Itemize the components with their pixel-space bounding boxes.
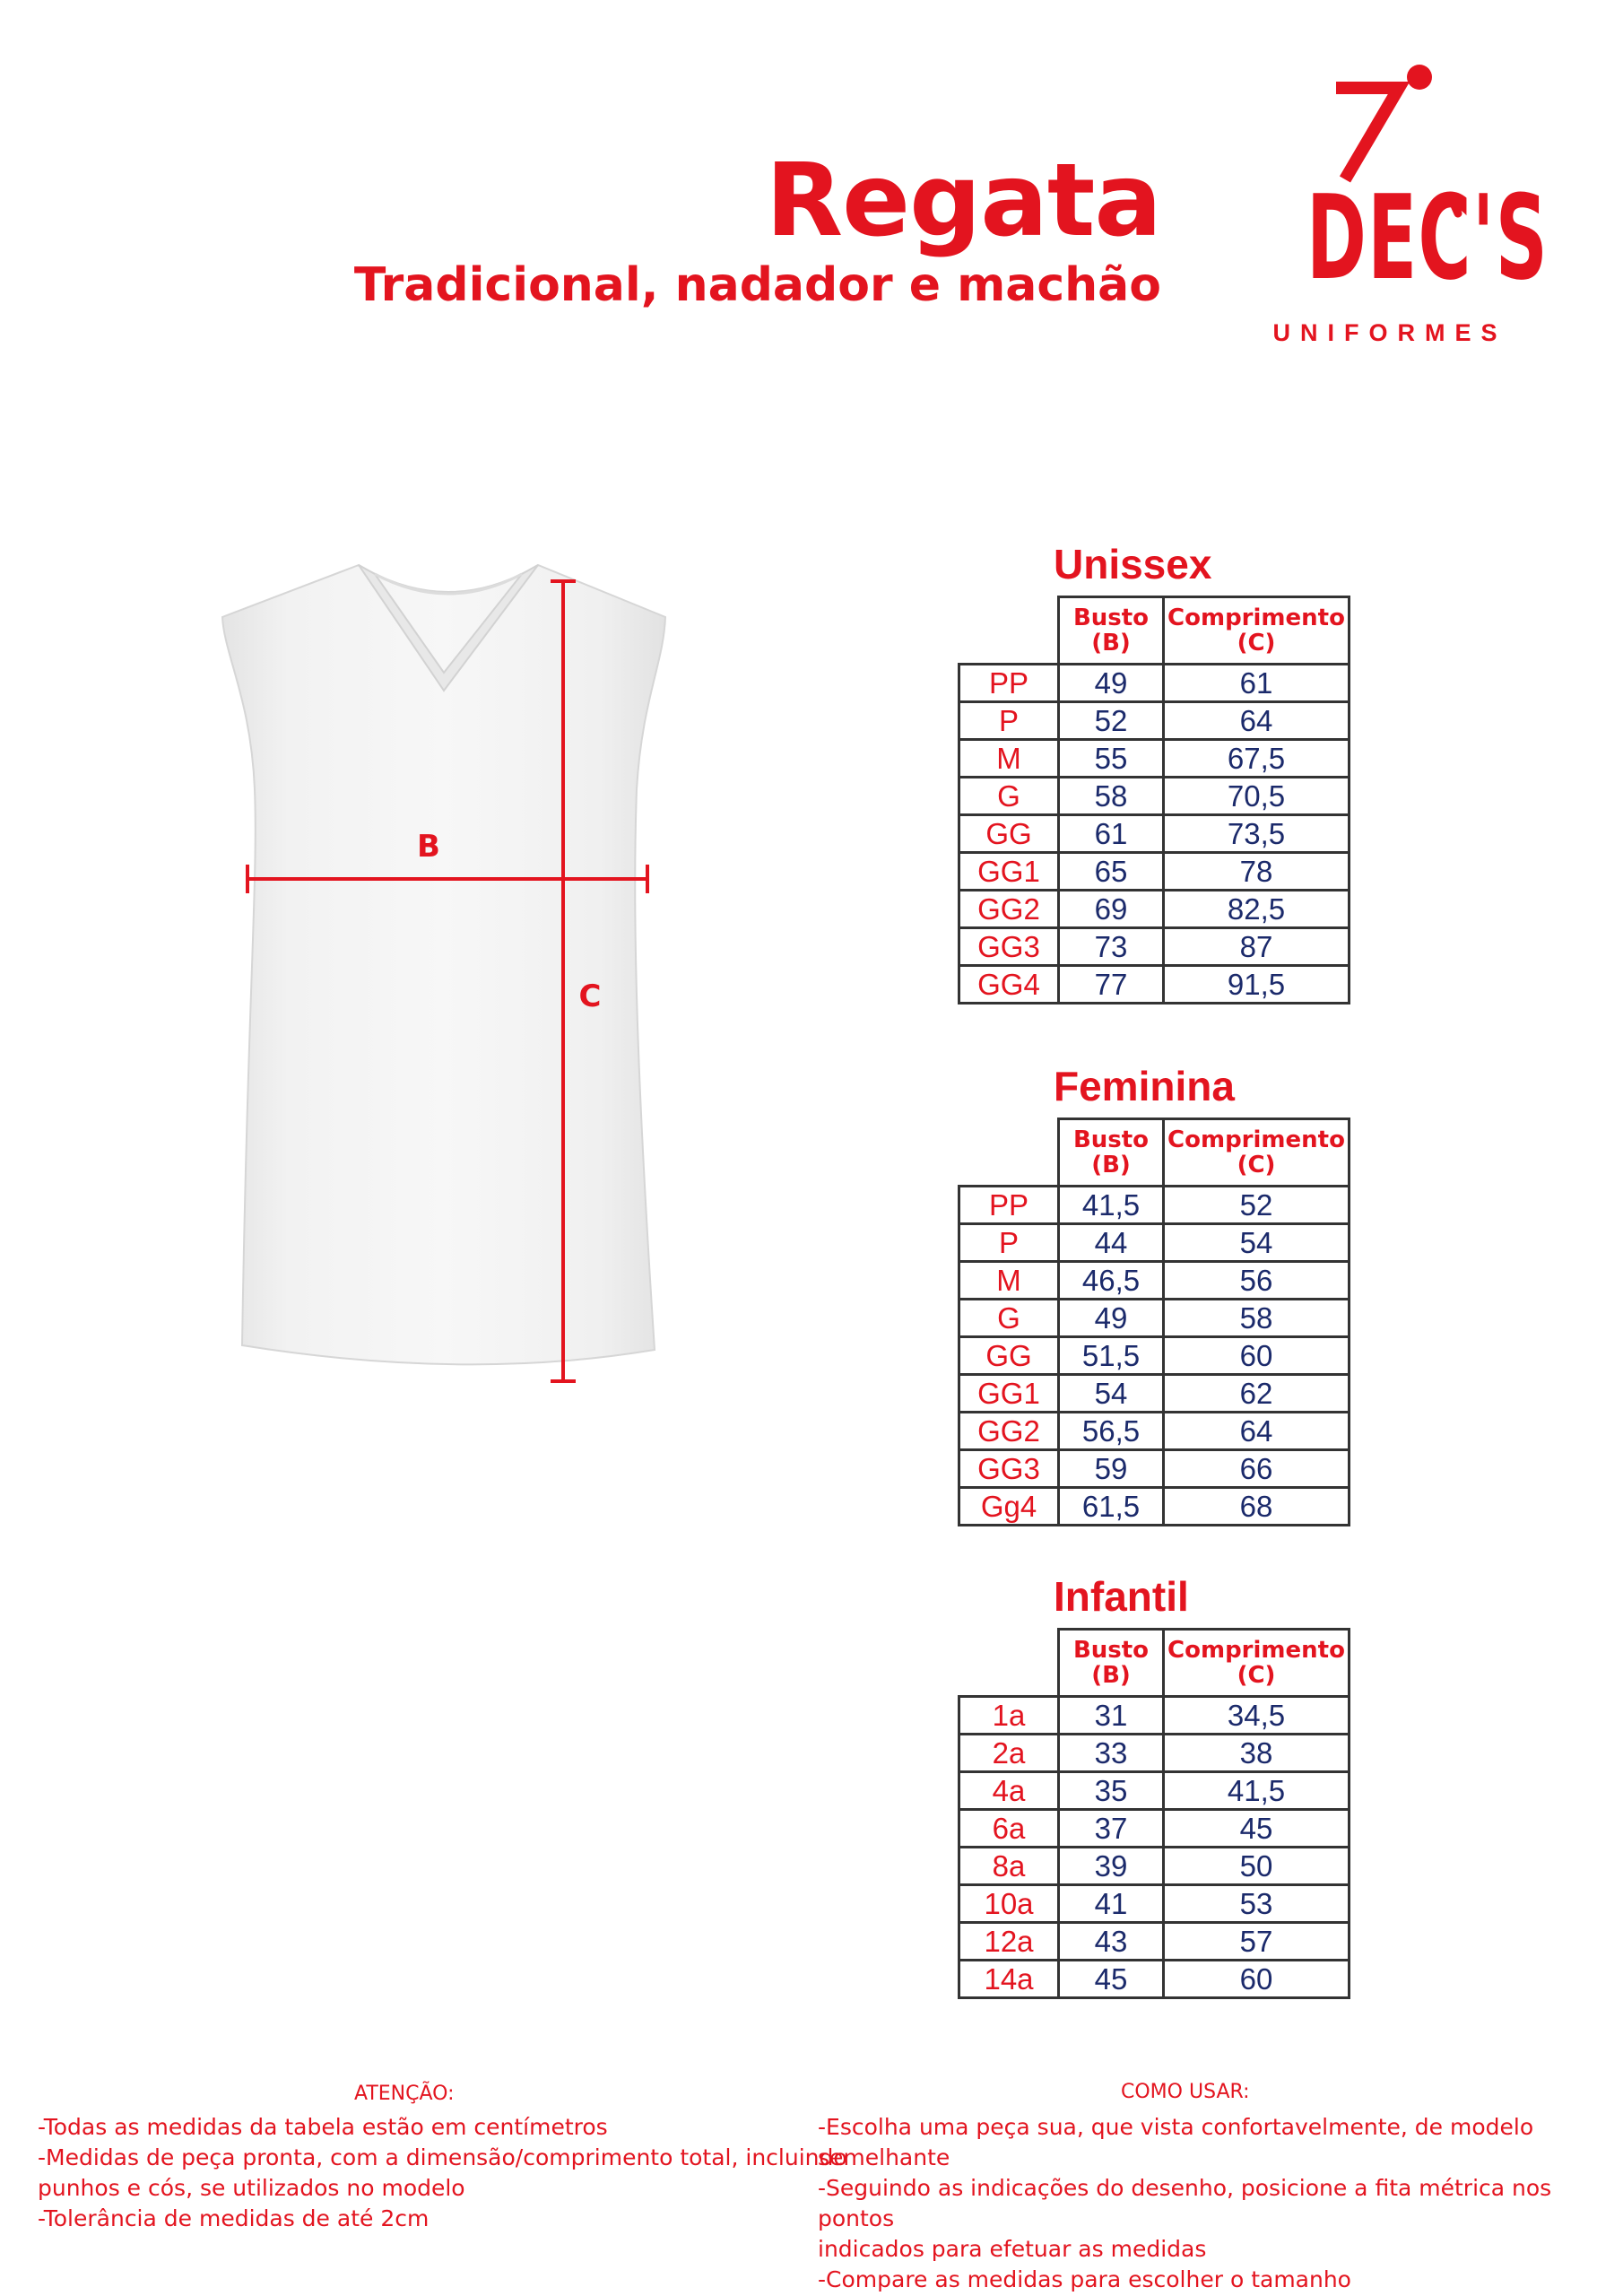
table-row xyxy=(959,966,1350,1004)
size-cell: GG1 xyxy=(959,853,1059,891)
size-cell: Gg4 xyxy=(959,1488,1059,1526)
size-cell: M xyxy=(959,1262,1059,1300)
comprimento-cell: 41,5 xyxy=(1164,1772,1350,1810)
header-busto-label: Busto xyxy=(1072,1126,1150,1153)
table-row xyxy=(959,1262,1350,1300)
note-line: -Escolha uma peça sua, que vista confortavelmente, de modelo semelhante xyxy=(818,2114,1534,2170)
page-title: Regata xyxy=(765,143,1161,259)
table-row xyxy=(959,1488,1350,1526)
size-cell: GG3 xyxy=(959,1450,1059,1488)
header-blank xyxy=(959,597,1059,665)
busto-cell: 49 xyxy=(1059,1300,1164,1337)
table-row xyxy=(959,1413,1350,1450)
busto-cell: 35 xyxy=(1059,1772,1164,1810)
size-cell: G xyxy=(959,1300,1059,1337)
size-cell: 1a xyxy=(959,1697,1059,1735)
table-row xyxy=(959,778,1350,815)
size-cell: GG4 xyxy=(959,966,1059,1004)
size-cell: 4a xyxy=(959,1772,1059,1810)
busto-cell: 45 xyxy=(1059,1961,1164,1998)
how-to-heading: COMO USAR: xyxy=(1121,2081,1250,2103)
size-cell: PP xyxy=(959,665,1059,702)
header-comprimento xyxy=(1164,597,1350,665)
size-cell: GG1 xyxy=(959,1375,1059,1413)
comprimento-cell: 67,5 xyxy=(1164,740,1350,778)
comprimento-cell: 82,5 xyxy=(1164,891,1350,928)
header-busto xyxy=(1059,1630,1164,1697)
busto-cell: 51,5 xyxy=(1059,1337,1164,1375)
size-cell: GG3 xyxy=(959,928,1059,966)
size-cell: M xyxy=(959,740,1059,778)
table-row xyxy=(959,702,1350,740)
header-comprimento-label: Comprimento xyxy=(1167,604,1345,631)
header-comprimento-code: (C) xyxy=(1237,630,1276,657)
comprimento-cell: 61 xyxy=(1164,665,1350,702)
label-b: B xyxy=(417,829,440,865)
busto-cell: 49 xyxy=(1059,665,1164,702)
note-line: -Medidas de peça pronta, com a dimensão/comprimento total, incluindo xyxy=(38,2144,847,2170)
header-comprimento xyxy=(1164,1630,1350,1697)
table-row xyxy=(959,1923,1350,1961)
comprimento-cell: 66 xyxy=(1164,1450,1350,1488)
busto-cell: 37 xyxy=(1059,1810,1164,1848)
comprimento-cell: 60 xyxy=(1164,1961,1350,1998)
busto-cell: 73 xyxy=(1059,928,1164,966)
busto-cell: 61,5 xyxy=(1059,1488,1164,1526)
size-cell: 8a xyxy=(959,1848,1059,1885)
table-row xyxy=(959,1885,1350,1923)
header-comprimento-code: (C) xyxy=(1237,1152,1276,1178)
busto-cell: 41,5 xyxy=(1059,1187,1164,1224)
busto-cell: 61 xyxy=(1059,815,1164,853)
header-busto-code: (B) xyxy=(1091,1662,1131,1689)
note-line: punhos e cós, se utilizados no modelo xyxy=(38,2175,465,2201)
size-cell: PP xyxy=(959,1187,1059,1224)
comprimento-cell: 34,5 xyxy=(1164,1697,1350,1735)
note-line: -Compare as medidas para escolher o tamanho xyxy=(818,2266,1351,2292)
busto-cell: 69 xyxy=(1059,891,1164,928)
table-row xyxy=(959,928,1350,966)
comprimento-cell: 58 xyxy=(1164,1300,1350,1337)
size-table xyxy=(958,1628,1350,1999)
comprimento-cell: 54 xyxy=(1164,1224,1350,1262)
table-row xyxy=(959,1772,1350,1810)
size-cell: GG2 xyxy=(959,1413,1059,1450)
note-line: indicados para efetuar as medidas xyxy=(818,2236,1207,2262)
busto-cell: 59 xyxy=(1059,1450,1164,1488)
table-row xyxy=(959,1848,1350,1885)
header-busto-label: Busto xyxy=(1072,604,1150,631)
busto-cell: 41 xyxy=(1059,1885,1164,1923)
size-cell: GG xyxy=(959,815,1059,853)
table-row xyxy=(959,1337,1350,1375)
header-comprimento-code: (C) xyxy=(1237,1662,1276,1689)
busto-cell: 52 xyxy=(1059,702,1164,740)
busto-cell: 58 xyxy=(1059,778,1164,815)
logo-text: DEC'S xyxy=(1306,170,1549,306)
busto-cell: 56,5 xyxy=(1059,1413,1164,1450)
comprimento-cell: 38 xyxy=(1164,1735,1350,1772)
table-row xyxy=(959,1224,1350,1262)
size-cell: 12a xyxy=(959,1923,1059,1961)
busto-cell: 54 xyxy=(1059,1375,1164,1413)
size-cell: P xyxy=(959,702,1059,740)
header-busto-label: Busto xyxy=(1072,1637,1150,1664)
busto-cell: 65 xyxy=(1059,853,1164,891)
table-row xyxy=(959,1697,1350,1735)
comprimento-cell: 70,5 xyxy=(1164,778,1350,815)
comprimento-cell: 91,5 xyxy=(1164,966,1350,1004)
comprimento-cell: 62 xyxy=(1164,1375,1350,1413)
table-row xyxy=(959,891,1350,928)
logo-subtext: UNIFORMES xyxy=(1272,319,1507,346)
size-table xyxy=(958,596,1350,1004)
note-line: -Todas as medidas da tabela estão em centímetros xyxy=(38,2114,608,2140)
comprimento-cell: 50 xyxy=(1164,1848,1350,1885)
size-cell: P xyxy=(959,1224,1059,1262)
header-blank xyxy=(959,1630,1059,1697)
header-busto xyxy=(1059,597,1164,665)
how-to-list xyxy=(818,2112,1623,2295)
busto-cell: 31 xyxy=(1059,1697,1164,1735)
comprimento-cell: 64 xyxy=(1164,702,1350,740)
comprimento-cell: 53 xyxy=(1164,1885,1350,1923)
size-cell: GG2 xyxy=(959,891,1059,928)
table-row xyxy=(959,1300,1350,1337)
comprimento-cell: 52 xyxy=(1164,1187,1350,1224)
table-row xyxy=(959,1375,1350,1413)
table-row xyxy=(959,1961,1350,1998)
page-subtitle: Tradicional, nadador e machão xyxy=(353,258,1161,312)
busto-cell: 39 xyxy=(1059,1848,1164,1885)
comprimento-cell: 78 xyxy=(1164,853,1350,891)
attention-heading: ATENÇÃO: xyxy=(354,2083,455,2105)
size-cell: G xyxy=(959,778,1059,815)
busto-cell: 55 xyxy=(1059,740,1164,778)
busto-cell: 44 xyxy=(1059,1224,1164,1262)
comprimento-cell: 87 xyxy=(1164,928,1350,966)
tank-top-illustration xyxy=(206,538,708,1435)
attention-list xyxy=(38,2112,847,2234)
size-table xyxy=(958,1118,1350,1526)
busto-cell: 33 xyxy=(1059,1735,1164,1772)
header-blank xyxy=(959,1119,1059,1187)
comprimento-cell: 60 xyxy=(1164,1337,1350,1375)
table-row xyxy=(959,1810,1350,1848)
busto-cell: 77 xyxy=(1059,966,1164,1004)
comprimento-cell: 57 xyxy=(1164,1923,1350,1961)
note-line: -Tolerância de medidas de até 2cm xyxy=(38,2205,430,2231)
header-comprimento-label: Comprimento xyxy=(1167,1126,1345,1153)
table-row xyxy=(959,1735,1350,1772)
table-row xyxy=(959,740,1350,778)
size-cell: 10a xyxy=(959,1885,1059,1923)
table-row xyxy=(959,1450,1350,1488)
comprimento-cell: 64 xyxy=(1164,1413,1350,1450)
comprimento-cell: 45 xyxy=(1164,1810,1350,1848)
table-row xyxy=(959,853,1350,891)
table-row xyxy=(959,1187,1350,1224)
header-busto-code: (B) xyxy=(1091,1152,1131,1178)
table-title: Infantil xyxy=(1054,1573,1189,1620)
note-line: -Seguindo as indicações do desenho, posicione a fita métrica nos pontos xyxy=(818,2175,1552,2231)
comprimento-cell: 68 xyxy=(1164,1488,1350,1526)
comprimento-cell: 73,5 xyxy=(1164,815,1350,853)
size-cell: GG xyxy=(959,1337,1059,1375)
table-row xyxy=(959,815,1350,853)
size-cell: 6a xyxy=(959,1810,1059,1848)
comprimento-cell: 56 xyxy=(1164,1262,1350,1300)
table-row xyxy=(959,665,1350,702)
header-comprimento xyxy=(1164,1119,1350,1187)
size-cell: 2a xyxy=(959,1735,1059,1772)
table-title: Unissex xyxy=(1054,541,1212,587)
header-busto xyxy=(1059,1119,1164,1187)
busto-cell: 46,5 xyxy=(1059,1262,1164,1300)
table-title: Feminina xyxy=(1054,1063,1235,1109)
header-busto-code: (B) xyxy=(1091,630,1131,657)
busto-cell: 43 xyxy=(1059,1923,1164,1961)
label-c: C xyxy=(578,978,602,1014)
size-cell: 14a xyxy=(959,1961,1059,1998)
header-comprimento-label: Comprimento xyxy=(1167,1637,1345,1664)
